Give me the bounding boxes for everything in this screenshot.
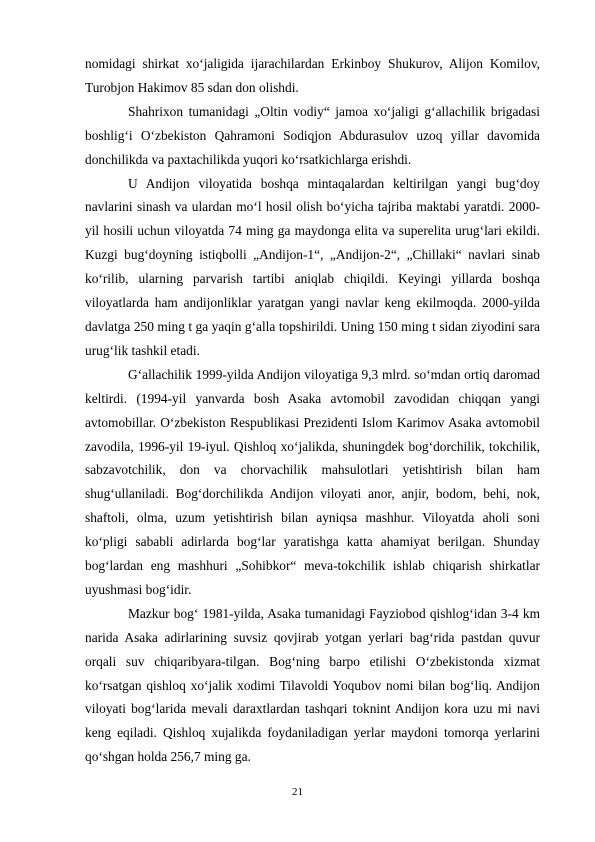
paragraph-orchard: Mazkur bog‘ 1981-yilda, Asaka tumanidagi Fayziobod qishlog‘idan 3-4 km narida Asaka adirlarining suvsiz qovjirab yotgan yerlari bag‘rida pastdan quvur orqali suv chiqaribyara-tilgan. Bog‘ning barpo etilishi O‘zbekistonda xizmat ko‘rsatgan qishloq xo‘jalik xodimi Tilavoldi Yoqubov nomi bilan bog‘liq. Andijon viloyati bog‘larida mevali daraxtlardan tashqari toknint Andijon kora uzu mi navi keng eqiladi. Qishloq xujalikda foydaniladigan yerlar maydoni tomorqa yerlarini qo‘shgan holda 256,7 ming ga.	[85, 605, 540, 765]
paragraph-andijon-wheat: U Andijon viloyatida boshqa mintaqalardan keltirilgan yangi bug‘doy navlarini sinash va ulardan mo‘l hosil olish bo‘yicha tajriba maktabi yaratdi. 2000-yil hosili uchun viloyatda 74 ming ga maydonga elita va superelita urug‘lari ekildi. Kuzgi bug‘doyning istiqbolli „Andijon-1“, „Andijon-2“, „Chillaki“ navlari sinab ko‘rilib, ularning parvarish tartibi aniqlab chiqildi. Keyingi yillarda boshqa viloyatlarda ham andijonliklar yaratgan yangi navlar keng ekilmoqda. 2000-yilda davlatga 250 ming t ga yaqin g‘alla topshirildi. Uning 150 ming t sidan ziyodini sara urug‘lik tashkil etadi.	[85, 175, 540, 358]
page-number: 21	[292, 786, 303, 798]
page-body	[85, 52, 540, 769]
paragraph-shahrixon: Shahrixon tumanidagi „Oltin vodiy“ jamoa xo‘jaligi g‘allachilik brigadasi boshlig‘i O‘zbekiston Qahramoni Sodiqjon Abdurasulov uzoq yillar davomida donchilikda va paxtachilikda yuqori ko‘rsatkichlarga erishdi.	[85, 103, 540, 167]
paragraph-grain-income: G‘allachilik 1999-yilda Andijon viloyatiga 9,3 mlrd. so‘mdan ortiq daromad keltirdi. (1994-yil yanvarda bosh Asaka avtomobil zavodidan chiqqan yangi avtomobillar. O‘zbekiston Respublikasi Prezidenti Islom Karimov Asaka avtomobil zavodila, 1996-yil 19-iyul. Qishloq xo‘jalikda, shuningdek bog‘dorchilik, tokchilik, sabzavotchilik, don va chorvachilik mahsulotlari yetishtirish bilan ham shug‘ullaniladi. Bog‘dorchilikda Andijon viloyati anor, anjir, bodom, behi, nok, shaftoli, olma, uzum yetishtirish bilan ayniqsa mashhur. Viloyatda aholi soni ko‘pligi sababli adirlarda bog‘lar yaratishga katta ahamiyat berilgan. Shunday bog‘lardan eng mashhuri „Sohibkor“ meva-tokchilik ishlab chiqarish shirkatlar uyushmasi bog‘idir.	[85, 366, 540, 597]
paragraph-continuation: nomidagi shirkat xo‘jaligida ijarachilardan Erkinboy Shukurov, Alijon Komilov, Turobjon Hakimov 85 sdan don olishdi.	[85, 56, 540, 95]
